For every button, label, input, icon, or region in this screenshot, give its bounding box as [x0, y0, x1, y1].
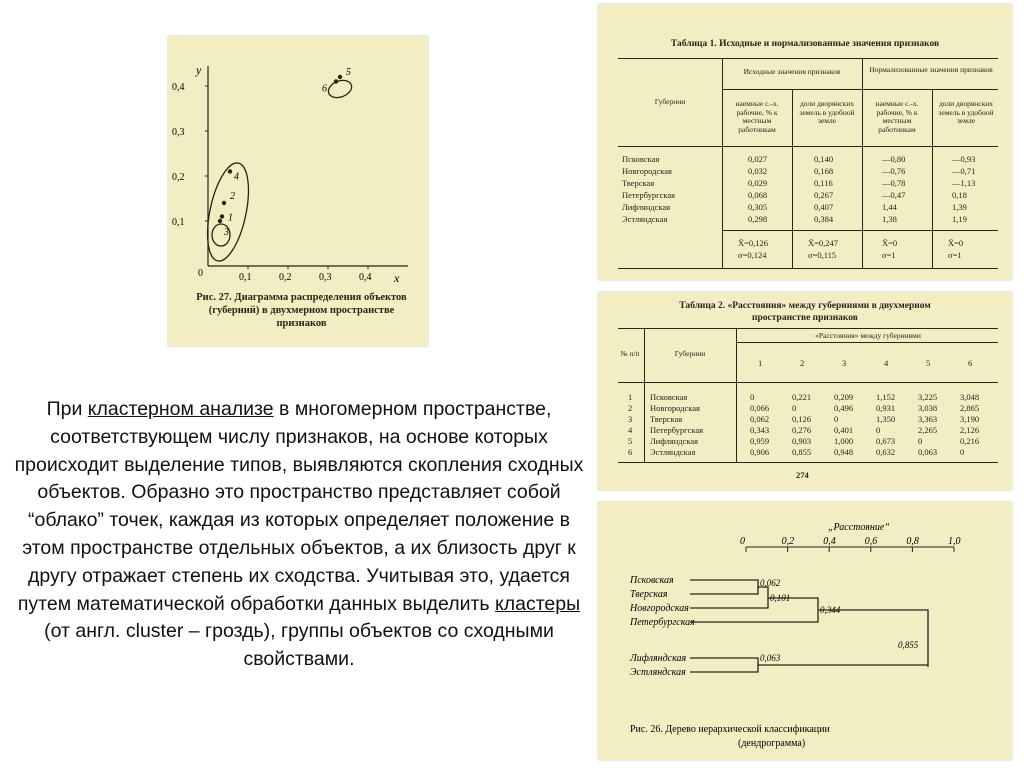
- text-part-2: в многомерном пространстве, соответствующем числу признаков, на основе которых происходит выделение типов, выявляются скопления сходных объектов. Образно это пространство представляет собой “облако” точек, каждая из которых определяет положение в этом пространстве отдельных объектов, а их близость друг к другу отражает степень их сходства. Учитывая это, удается путем математической обработки данных выделить: [14, 398, 584, 615]
- table-1-cell: 1,44: [882, 202, 897, 212]
- table-1-summary: σ=1: [882, 250, 896, 260]
- data-point: [334, 79, 338, 83]
- point-label: 6: [322, 83, 327, 95]
- table-2-cell: 0,062: [750, 414, 770, 424]
- col-header-guberniya: Губернии: [654, 97, 686, 106]
- table-1-cell: 0,029: [748, 178, 768, 188]
- table-1-cell: 0,18: [952, 190, 967, 200]
- table-1-cell: 0,168: [814, 166, 834, 176]
- link-clusters[interactable]: кластеры: [494, 592, 581, 615]
- table-1-cell: 0,384: [814, 214, 834, 224]
- table-2-row-num: 3: [628, 414, 633, 424]
- table-2-cell: 0,063: [918, 447, 938, 457]
- y-tick-label: 0,2: [172, 172, 185, 183]
- dendrogram-leaf-label: Лифляндская: [630, 653, 687, 664]
- x-axis-label: x: [394, 271, 400, 285]
- dendrogram-branches: [690, 580, 928, 672]
- merge-label-2: 0,101: [770, 593, 791, 603]
- dendrogram-leaf-label: Новгородская: [630, 603, 689, 614]
- table-2-cell: 0,931: [876, 403, 896, 413]
- table-1-cell: 0,027: [748, 154, 768, 164]
- table-2-cell: 1,152: [876, 392, 896, 402]
- figure-27-caption: Рис. 27. Диаграмма распределения объектов (губерний) в двухмерном пространстве признаков: [196, 292, 407, 329]
- table-1-cell: 1,19: [952, 214, 967, 224]
- link-cluster-analysis[interactable]: кластерном анализе: [87, 398, 274, 420]
- group-header-original: Исходные значения признаков: [743, 67, 841, 76]
- table-2-row-num: 5: [628, 436, 633, 446]
- y-tick-label: 0,4: [172, 82, 185, 93]
- table-1-summary: X̄=0: [882, 238, 898, 248]
- col-header-3: наемные с.-х. рабочие, % к местным работникам: [875, 99, 919, 134]
- table-2-cell: 3,363: [918, 414, 938, 424]
- point-label: 5: [346, 67, 351, 78]
- table-2: [598, 292, 1012, 490]
- table-2-cell: 0: [834, 414, 839, 424]
- text-part-3: (от англ. cluster – гроздь), группы объектов со сходными свойствами.: [44, 620, 554, 671]
- y-axis-label: y: [196, 63, 202, 77]
- table-2-cell: 1,000: [834, 436, 854, 446]
- table-2-cell: 3,225: [918, 392, 938, 402]
- table-2-cell: 0,401: [834, 425, 854, 435]
- table-1-summary: σ=0,115: [808, 250, 837, 260]
- table-1-cell: 0,407: [814, 202, 834, 212]
- table-1-row-name: Лифляндская: [622, 202, 671, 212]
- table-2-row-name: Тверская: [650, 414, 683, 424]
- table-1-summary: X̄=0,247: [808, 238, 839, 248]
- table-2-cell: 0,632: [876, 447, 896, 457]
- table-2-cell: 0: [792, 403, 797, 413]
- table-1-summary: σ=1: [948, 250, 962, 260]
- table-2-cell: 2,265: [918, 425, 938, 435]
- table-1-cell: 0,032: [748, 166, 768, 176]
- table-1-row-name: Новгородская: [622, 166, 672, 176]
- table-2-cell: 0,126: [792, 414, 812, 424]
- table-1-cell: 0,140: [814, 154, 834, 164]
- x-tick-label: 0,1: [239, 272, 252, 283]
- table-2-cell: 0,209: [834, 392, 854, 402]
- table-2-cell: 0,276: [792, 425, 812, 435]
- table-2-row-num: 6: [628, 447, 633, 457]
- dendrogram-leaf-label: Петербургская: [630, 617, 695, 628]
- table-2-col-number: 1: [758, 358, 763, 368]
- table-2-cell: 0,343: [750, 425, 770, 435]
- table-2-cell: 1,350: [876, 414, 896, 424]
- table-2-col-number: 3: [842, 358, 847, 368]
- table-2-cell: 3,038: [918, 403, 938, 413]
- table-2-cell: 0,959: [750, 436, 770, 446]
- table-1-row-name: Псковская: [622, 154, 660, 164]
- point-label: 1: [228, 212, 233, 224]
- table-2-col-number: 6: [968, 358, 973, 368]
- table-2-row-num: 1: [628, 392, 633, 402]
- table-1-row-name: Тверская: [622, 178, 655, 188]
- table-1-summary: σ=0,124: [738, 250, 767, 260]
- table-1-cell: 1,38: [882, 214, 897, 224]
- table-2-cell: 0: [960, 447, 965, 457]
- col-header-4: доли дворянских земель в удобной земле: [938, 99, 994, 125]
- dendrogram-tick-label: 0,8: [906, 536, 919, 547]
- table-2-row-name: Псковская: [650, 392, 688, 402]
- table-1-cell: —0,71: [952, 166, 976, 176]
- table-2-col-number: 2: [800, 358, 805, 368]
- merge-label-1: 0,062: [760, 578, 781, 588]
- table-1-cell: —0,78: [882, 178, 906, 188]
- merge-label-5: 0,063: [760, 653, 781, 663]
- point-label: 4: [234, 171, 239, 183]
- page-number: 274: [796, 470, 809, 480]
- data-point: [222, 201, 226, 205]
- y-tick-label: 0,3: [172, 127, 185, 138]
- table-2-cell: 0: [918, 436, 923, 446]
- table-2-cell: 0,673: [876, 436, 896, 446]
- dendrogram-tick-label: 0: [740, 536, 745, 547]
- table-2-cell: 0,221: [792, 392, 812, 402]
- point-label: 2: [230, 191, 235, 202]
- table-2-cell: 0,855: [792, 447, 812, 457]
- table-1-cell: 0,267: [814, 190, 834, 200]
- figure-26-dendrogram: [598, 502, 1012, 760]
- dendrogram-leaf-label: Псковская: [630, 575, 674, 586]
- dendrogram-tick-label: 0,4: [823, 536, 836, 547]
- table-2-cell: 0,496: [834, 403, 854, 413]
- table-2-cell: 0: [750, 392, 755, 402]
- merge-label-4: 0,855: [898, 640, 919, 650]
- x-tick-label: 0,3: [319, 272, 332, 283]
- merge-label-3: 0,344: [820, 605, 841, 615]
- dendrogram-caption-line2: (дендрограмма): [738, 738, 806, 749]
- col-header-1: наемные с.-х. рабочие, % к местным работникам: [735, 99, 779, 134]
- table-1-cell: 0,068: [748, 190, 768, 200]
- y-tick-label: 0,1: [172, 217, 185, 228]
- dendrogram-caption-line1: Рис. 26. Дерево иерархической классификации: [630, 724, 830, 735]
- table-2-row-name: Эстляндская: [650, 447, 696, 457]
- table-1-row-name: Петербургская: [622, 190, 676, 200]
- table-2-cell: 3,048: [960, 392, 980, 402]
- figure-27-scatter: [168, 36, 428, 346]
- table-2-cell: 0,906: [750, 447, 770, 457]
- data-point: [218, 219, 222, 223]
- table-2-row-name: Петербургская: [650, 425, 704, 435]
- table-1-cell: —0,76: [882, 166, 906, 176]
- col-header-2: доли дворянских земель в удобной земле: [799, 99, 855, 125]
- table-2-row-num: 4: [628, 425, 633, 435]
- origin-label: 0: [198, 268, 203, 279]
- table-1-cell: —0,47: [882, 190, 906, 200]
- x-tick-label: 0,4: [359, 272, 372, 283]
- dendrogram-svg: [598, 502, 1012, 760]
- data-point: [220, 214, 224, 218]
- data-point: [228, 169, 232, 173]
- table-2-row-name: Лифляндская: [650, 436, 699, 446]
- text-part-1: При: [46, 398, 88, 420]
- data-point: [338, 75, 342, 79]
- dendrogram-leaf-label: Тверская: [630, 589, 668, 600]
- table-2-row-name: Новгородская: [650, 403, 700, 413]
- table-1-summary: X̄=0,126: [738, 238, 769, 248]
- table-2-cell: 3,190: [960, 414, 980, 424]
- table-1-title: Таблица 1. Исходные и нормализованные значения признаков: [670, 39, 940, 49]
- table-2-group-header: «Расстояния» между губерниями: [815, 331, 921, 340]
- table-2-cell: 0,066: [750, 403, 770, 413]
- table-1-cell: 0,298: [748, 214, 768, 224]
- table-2-cell: 0,216: [960, 436, 980, 446]
- table-2-title-line2: пространстве признаков: [752, 313, 858, 323]
- table-1-cell: 0,305: [748, 202, 768, 212]
- table-1: [598, 4, 1012, 280]
- dendrogram-tick-label: 0,2: [781, 536, 795, 547]
- point-label: 3: [224, 227, 229, 238]
- table-2-cell: 2,126: [960, 425, 980, 435]
- group-header-normalized: Нормализованные значения признаков: [869, 65, 993, 74]
- table-2-row-num: 2: [628, 403, 633, 413]
- table-1-cell: 1,39: [952, 202, 967, 212]
- dendrogram-tick-label: 0,6: [864, 536, 878, 547]
- table-2-title-line1: Таблица 2. «Расстояния» между губерниями в двухмерном: [679, 301, 931, 311]
- table-2-col-number: 4: [884, 358, 889, 368]
- table-2-cell: 0,903: [792, 436, 812, 446]
- table-1-cell: —0,93: [952, 154, 976, 164]
- table-1-cell: —0,80: [882, 154, 906, 164]
- table-1-summary: X̄=0: [948, 238, 964, 248]
- table-2-cell: 0: [876, 425, 881, 435]
- scatter-plot: [168, 36, 428, 286]
- table-2-cell: 0,948: [834, 447, 854, 457]
- dendrogram-tick-label: 1,0: [948, 536, 961, 547]
- table-1-row-name: Эстляндская: [622, 214, 668, 224]
- table-2-col-num: № п/п: [620, 349, 640, 358]
- dendrogram-axis-title: „Расстояние“: [828, 522, 890, 533]
- table-1-cell: 0,116: [814, 178, 833, 188]
- table-2-cell: 2,865: [960, 403, 980, 413]
- x-tick-label: 0,2: [279, 272, 292, 283]
- table-2-col-name: Губернии: [674, 349, 706, 358]
- cluster-outline-top: [326, 77, 354, 100]
- dendrogram-leaf-label: Эстляндская: [630, 667, 686, 678]
- table-2-col-number: 5: [926, 358, 931, 368]
- main-paragraph: [10, 396, 588, 674]
- table-1-cell: —1,13: [952, 178, 976, 188]
